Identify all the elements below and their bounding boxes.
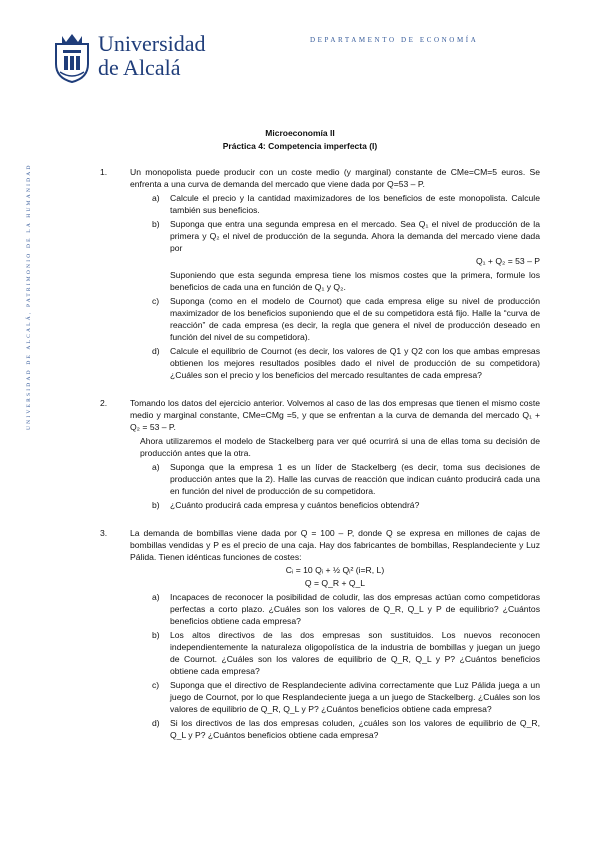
exercise-intro: La demanda de bombillas viene dada por Q = 100 – P, donde Q se expresa en millones de cajas de bombillas vendidas y P es el precio de una caja. Hay dos fabricantes de bombillas, Resplandeciente y Luz Pálida. Tienen idénticas funciones de costes: <box>130 528 540 562</box>
item-text: Suponga que el directivo de Resplandeciente adivina correctamente que Luz Pálida juega a un juego de Cournot, por lo que Resplandeciente juega a un juego de Stackelberg. ¿Cuáles son los valores de equilibrio de Q_R, Q_L y P? ¿Cuántos beneficios obtiene cada empresa? <box>170 680 540 714</box>
exercise-item <box>140 461 540 497</box>
item-text: Suponga (como en el modelo de Cournot) que cada empresa elige su nivel de producción maximizador de los beneficios suponiendo que el de su competidora está fijo. Halle la “curva de reacción” de cada empresa (es decir, la regla que genera el nivel de producción deseado en función del nivel de su competidora). <box>170 296 540 342</box>
university-name-line2: de Alcalá <box>98 55 181 80</box>
exercise-2 <box>100 397 540 511</box>
exercise-number: 2. <box>100 398 108 408</box>
side-text: UNIVERSIDAD DE ALCALÁ, PATRIMONIO DE LA HUMANIDAD <box>26 163 32 430</box>
item-text: Si los directivos de las dos empresas coluden, ¿cuáles son los valores de equilibrio de Q_R, Q_L y P? ¿Cuántos beneficios obtiene cada empresa? <box>170 718 540 740</box>
university-logo <box>50 30 210 86</box>
quantity-equation: Q = Q_R + Q_L <box>304 578 366 588</box>
item-text: Suponga que la empresa 1 es un líder de Stackelberg (es decir, toma sus decisiones de producción antes que la 2). Halle las curvas de reacción que indican cuánto producirá cada una en función del nivel de producción de su competidora. <box>170 462 540 496</box>
exercise-item <box>140 679 540 715</box>
exercise-intro: Un monopolista puede producir con un coste medio (y marginal) constante de CMe=CM=5 euros. Se enfrenta a una curva de demanda del mercado que viene dada por Q=53 – P. <box>130 167 540 189</box>
item-text: Suponga que entra una segunda empresa en el mercado. Sea Q₁ el nivel de producción de la primera y Q₂ el nivel de producción de la segunda. Ahora la demanda del mercado viene dada por <box>170 219 540 253</box>
course-title: Microeconomía II <box>265 128 335 138</box>
exercise-1 <box>100 166 540 381</box>
item-text: ¿Cuánto producirá cada empresa y cuántos beneficios obtendrá? <box>170 500 420 510</box>
item-marker: d) <box>152 718 160 728</box>
item-followup-text: Suponiendo que esta segunda empresa tiene los mismos costes que la primera, formule los beneficios de cada una en función de Q₁ y Q₂. <box>170 270 540 292</box>
exercise-note: Ahora utilizaremos el modelo de Stackelberg para ver qué ocurrirá si una de ellas toma su decisión de producción antes que la otra. <box>140 436 540 458</box>
exercise-number: 1. <box>100 167 108 177</box>
exercise-item <box>140 345 540 381</box>
item-text: Los altos directivos de las dos empresas son sustituidos. Los nuevos reconocen independientemente la naturaleza oligopolística de la industria de bombillas y juegan un juego de Cournot. ¿Cuáles son los valores de equilibrio de Q_R, Q_L y P? ¿Cuántos beneficios obtiene cada empresa? <box>170 630 540 676</box>
department-name: DEPARTAMENTO DE ECONOMÍA <box>310 36 479 44</box>
item-text: Calcule el equilibrio de Cournot (es decir, los valores de Q1 y Q2 con los que ambas empresas obtienen los mejores resultados posibles dado el nivel de producción de su competidora) ¿Cuáles son el precio y los beneficios del mercado resultantes de cada empresa? <box>170 346 540 380</box>
exercise-item <box>140 218 540 267</box>
item-text: Calcule el precio y la cantidad maximizadores de los beneficios de este monopolista. Calcule también sus beneficios. <box>170 193 540 215</box>
item-marker: a) <box>152 193 160 203</box>
exercise-item <box>140 591 540 627</box>
exercise-3 <box>100 527 540 741</box>
item-text: Incapaces de reconocer la posibilidad de coludir, las dos empresas actúan como competidoras perfectas a corto plazo. ¿Cuáles son los valores de Q_R, Q_L y P de equilibrio? ¿Cuántos beneficios obtiene cada empresa? <box>170 592 540 626</box>
practice-title: Práctica 4: Competencia imperfecta (I) <box>222 141 378 151</box>
item-marker: c) <box>152 296 160 306</box>
item-marker: d) <box>152 346 160 356</box>
item-marker: b) <box>152 630 160 640</box>
exercise-number: 3. <box>100 528 108 538</box>
exercise-item <box>140 629 540 677</box>
item-marker: c) <box>152 680 160 690</box>
exercise-item <box>140 192 540 216</box>
cost-equation: Cᵢ = 10 Qᵢ + ½ Qᵢ² (i=R, L) <box>285 565 385 575</box>
item-marker: a) <box>152 592 160 602</box>
item-marker: b) <box>152 219 160 229</box>
university-seal-icon <box>50 30 94 84</box>
exercise-item <box>140 717 540 741</box>
exercise-item <box>140 499 540 511</box>
equation: Q₁ + Q₂ = 53 – P <box>475 256 540 266</box>
university-name-line1: Universidad <box>98 31 206 56</box>
item-marker: b) <box>152 500 160 510</box>
exercise-item <box>140 295 540 343</box>
exercise-list <box>100 166 540 757</box>
exercise-intro: Tomando los datos del ejercicio anterior. Volvemos al caso de las dos empresas que tienen el mismo coste medio y marginal constante, CMe=CMg =5, y que se enfrentan a la curva de demanda del mercado Q₁ + Q₂ = 53 – P. <box>130 398 540 432</box>
item-marker: a) <box>152 462 160 472</box>
